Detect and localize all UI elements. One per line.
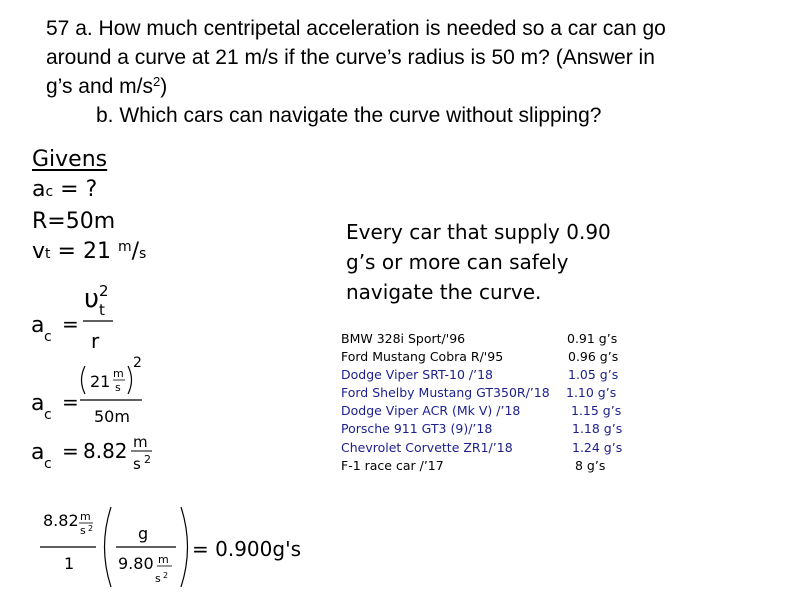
question-line-3-exponent: 2 — [153, 74, 161, 89]
equation-result-acceleration — [31, 433, 152, 473]
eq2-radius-value: 50m — [94, 407, 130, 426]
eq4-first-denominator: 1 — [64, 554, 75, 573]
car-lateral-g: 0.96 g’s — [568, 349, 619, 365]
given-vt-unit-num: m — [117, 238, 132, 255]
car-name: Ford Shelby Mustang GT350R/’18 — [341, 385, 550, 401]
given-ac-value: = ? — [53, 176, 98, 202]
eq3-unit-num: m — [133, 433, 148, 451]
eq4-numerator-unit-den: s — [80, 524, 86, 537]
eq4-numerator-unit-exponent: 2 — [88, 524, 94, 533]
eq4-numerator-unit-num: m — [80, 510, 91, 523]
conclusion-line-2: g’s or more can safely — [346, 250, 569, 274]
eq1-velocity-exponent: 2 — [99, 282, 109, 300]
eq4-left-paren — [105, 507, 112, 587]
eq4-right-paren — [181, 507, 188, 587]
eq2-right-paren — [128, 366, 132, 394]
eq4-numerator-value: 8.82 — [43, 511, 79, 530]
given-vt-subscript: t — [45, 245, 51, 262]
car-lateral-g: 0.91 g’s — [567, 331, 618, 346]
car-name: F-1 race car /’17 — [341, 457, 444, 473]
eq4-gravity-unit-den: s — [155, 572, 161, 585]
conclusion-line-3: navigate the curve. — [346, 280, 542, 304]
equation-g-conversion — [40, 507, 301, 587]
eq3-lhs: a — [31, 440, 45, 465]
car-name: Ford Mustang Cobra R/'95 — [341, 349, 504, 365]
eq4-g-symbol: g — [138, 524, 149, 543]
given-radius: R=50m — [32, 209, 116, 234]
eq1-velocity-symbol: υ — [84, 284, 100, 314]
eq4-gravity-unit-exponent: 2 — [163, 571, 169, 580]
question-line-2: around a curve at 21 m/s if the curve’s radius is 50 m? (Answer in — [46, 46, 655, 69]
eq2-lhs: a — [31, 391, 45, 416]
eq2-exponent: 2 — [133, 355, 142, 371]
question-part-b: b. Which cars can navigate the curve without slipping? — [96, 104, 602, 127]
eq2-velocity-value: 21 — [90, 372, 111, 391]
eq3-lhs-subscript: c — [44, 456, 52, 472]
eq4-gravity-unit-num: m — [158, 553, 169, 566]
question-line-1: 57 a. How much centripetal acceleration is needed so a car can go — [46, 17, 666, 40]
eq2-unit-num: m — [113, 367, 124, 380]
eq1-equals: = — [62, 312, 79, 336]
eq1-velocity-subscript: t — [99, 301, 105, 319]
eq3-unit-den: s — [133, 455, 141, 473]
eq3-equals: = — [62, 439, 79, 463]
question-line-3-prefix: g’s and m/s — [46, 75, 153, 98]
eq3-value: 8.82 — [83, 439, 128, 463]
given-vt-unit-slash: / — [131, 238, 140, 264]
givens-title: Givens — [32, 147, 108, 172]
car-name: Dodge Viper SRT-10 /’18 — [341, 367, 493, 383]
eq2-left-paren — [82, 366, 86, 394]
eq2-equals: = — [62, 390, 79, 414]
eq4-gravity-value: 9.80 — [118, 554, 154, 573]
car-name: Porsche 911 GT3 (9)/’18 — [341, 421, 493, 437]
eq1-lhs: a — [31, 313, 45, 338]
car-name: Chevrolet Corvette ZR1/’18 — [341, 439, 513, 455]
given-vt-symbol: v — [32, 238, 46, 264]
car-lateral-g: 1.05 g’s — [568, 367, 619, 383]
car-lateral-g: 1.18 g’s — [572, 421, 623, 437]
car-name: BMW 328i Sport/'96 — [341, 331, 466, 346]
eq1-radius-symbol: r — [91, 329, 100, 353]
equation-centripetal-formula — [31, 282, 113, 353]
given-ac-symbol: a — [32, 176, 46, 202]
car-lateral-g: 1.24 g’s — [572, 439, 623, 455]
question-line-3-suffix: ) — [160, 75, 168, 98]
car-lateral-g: 8 g’s — [575, 457, 606, 473]
eq2-unit-den: s — [115, 381, 121, 394]
eq2-lhs-subscript: c — [44, 407, 52, 423]
car-name: Dodge Viper ACR (Mk V) /’18 — [341, 403, 521, 419]
equation-substitution — [31, 355, 142, 426]
eq4-result: = 0.900g's — [192, 537, 301, 561]
given-vt-equals: = 21 — [50, 238, 118, 264]
given-vt-unit-den: s — [139, 245, 147, 262]
car-lateral-g: 1.15 g’s — [571, 403, 622, 419]
car-lateral-g: 1.10 g’s — [566, 385, 617, 401]
eq1-lhs-subscript: c — [44, 329, 52, 345]
conclusion-text — [346, 217, 646, 307]
conclusion-line-1: Every car that supply 0.90 — [346, 220, 611, 244]
eq3-unit-den-exponent: 2 — [144, 453, 151, 466]
given-ac-subscript: c — [45, 183, 54, 200]
